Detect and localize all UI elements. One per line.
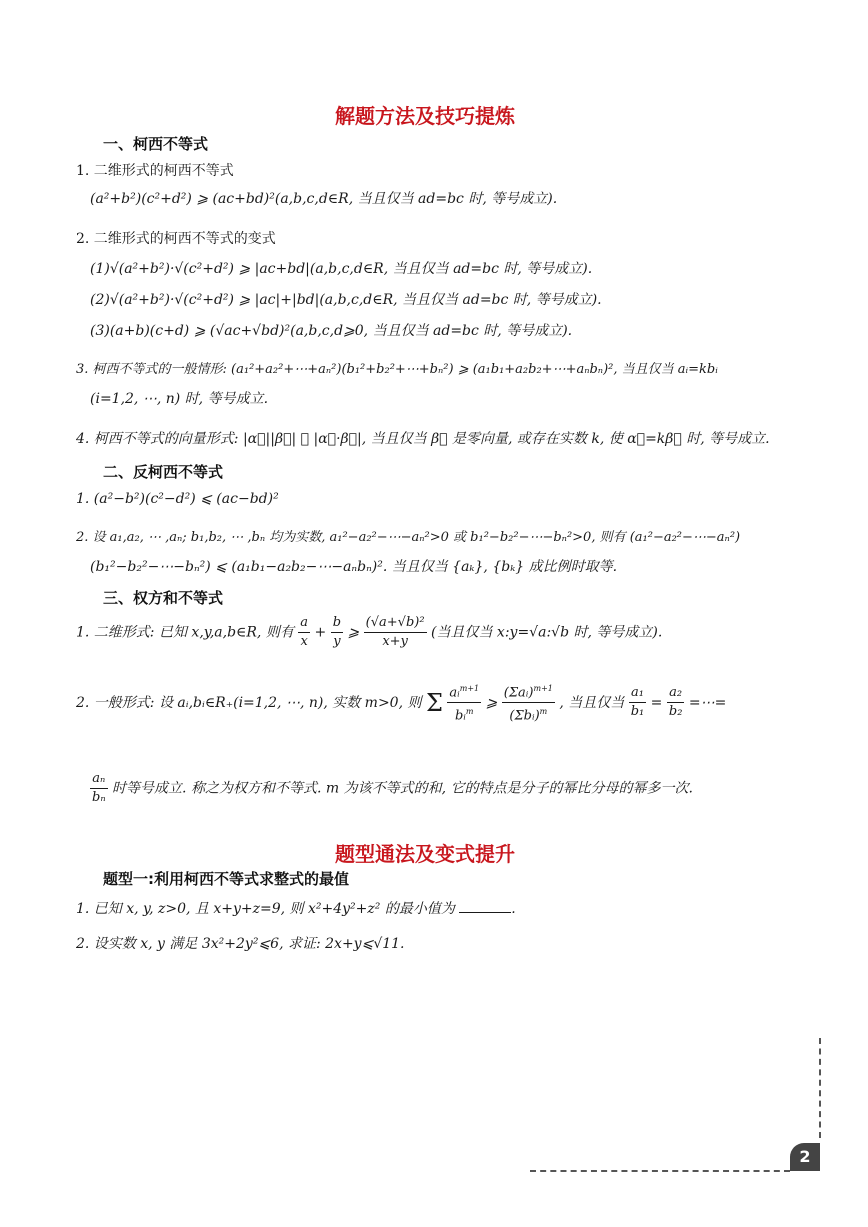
page-number: 2	[790, 1143, 820, 1171]
item-3-2: 2. 一般形式: 设 aᵢ,bᵢ∈R₊(i=1,2, ⋯, n), 实数 m>0, 则 Σ $\frac{aᵢ^{m+1}}{bᵢ^m}$ ⩾ $\frac{(\Sigma aᵢ)^{m+1}}{(\Sigma bᵢ)^m}$ , 当且仅当 $\frac{\text{a₁}}{\text{b₁}}$ = $\frac{\text{a₂}}{\text{b₂}}$ =⋯=	[76, 680, 726, 726]
question-2: 2. 设实数 x, y 满足 3x²+2y²⩽6, 求证: 2x+y⩽√11.	[76, 936, 405, 952]
item-1-2-variant-2: (2)√(a²+b²)·√(c²+d²) ⩾ |ac|+|bd|(a,b,c,d∈R, 当且仅当 ad=bc 时, 等号成立).	[90, 292, 602, 308]
item-1-2-head: 2. 二维形式的柯西不等式的变式	[76, 231, 276, 247]
sigma-symbol: Σ	[425, 688, 443, 717]
item-3-2-mid: , 当且仅当	[559, 694, 625, 711]
question-1	[76, 898, 516, 918]
fraction-a2-b2: $\frac{\text{a₂}}{\text{b₂}}$	[668, 685, 683, 720]
heading-power-sum: 三、权方和不等式	[103, 589, 224, 607]
fraction-a-over-x: $\frac{a}{x}$	[300, 615, 309, 649]
section-title-problems: 题型通法及变式提升	[335, 842, 515, 866]
item-3-2-pre: 2. 一般形式: 设 aᵢ,bᵢ∈R₊(i=1,2, ⋯, n), 实数 m>0, 则	[76, 694, 422, 711]
fraction-sum-a-over-sum-b: $\frac{(\Sigma aᵢ)^{m+1}}{(\Sigma bᵢ)^m}$	[502, 680, 555, 726]
answer-blank[interactable]	[459, 898, 511, 913]
item-1-1-formula: (a²+b²)(c²+d²) ⩾ (ac+bd)²(a,b,c,d∈R, 当且仅当 ad=bc 时, 等号成立).	[90, 191, 558, 207]
item-3-1: 1. 二维形式: 已知 x,y,a,b∈R, 则有 $\frac{a}{x}$ + $\frac{b}{y}$ ⩾ $\frac{\text{(√a+√b)²}}{x+y}$ (当且仅当 x:y=√a:√b 时, 等号成立).	[76, 615, 663, 649]
item-1-3-condition: (i=1,2, ⋯, n) 时, 等号成立.	[90, 391, 269, 407]
item-2-1: 1. (a²−b²)(c²−d²) ⩽ (ac−bd)²	[76, 491, 279, 507]
item-3-2-tail-text: 时等号成立. 称之为权方和不等式. m 为该不等式的和, 它的特点是分子的幂比分母的幂多一次.	[112, 780, 693, 797]
fraction-a-pow-b-pow: $\frac{aᵢ^{m+1}}{bᵢ^m}$	[447, 680, 481, 726]
question-1-text: 1. 已知 x, y, z>0, 且 x+y+z=9, 则 x²+4y²+z² 的最小值为	[76, 901, 455, 917]
item-1-2-variant-1: (1)√(a²+b²)·√(c²+d²) ⩾ |ac+bd|(a,b,c,d∈R, 当且仅当 ad=bc 时, 等号成立).	[90, 261, 593, 277]
item-1-1-head: 1. 二维形式的柯西不等式	[76, 163, 234, 179]
section-title-methods: 解题方法及技巧提炼	[335, 104, 515, 128]
heading-type-1: 题型一:利用柯西不等式求整式的最值	[103, 870, 350, 888]
item-1-4-vector: 4. 柯西不等式的向量形式: |α⃗||β⃗| ⩾ |α⃗·β⃗|, 当且仅当 β⃗ 是零向量, 或存在实数 k, 使 α⃗=kβ⃗ 时, 等号成立.	[76, 431, 770, 447]
fraction-b-over-y: $\frac{b}{y}$	[332, 615, 342, 649]
item-1-3-general: 3. 柯西不等式的一般情形: (a₁²+a₂²+⋯+aₙ²)(b₁²+b₂²+⋯+bₙ²) ⩾ (a₁b₁+a₂b₂+⋯+aₙbₙ)², 当且仅当 aᵢ=kbᵢ	[76, 362, 718, 377]
question-1-end: .	[511, 901, 516, 917]
dashed-divider-horizontal	[530, 1170, 790, 1172]
item-2-2-line1: 2. 设 a₁,a₂, ⋯ ,aₙ; b₁,b₂, ⋯ ,bₙ 均为实数, a₁²−a₂²−⋯−aₙ²>0 或 b₁²−b₂²−⋯−bₙ²>0, 则有 (a₁²−a₂²−⋯−aₙ²)	[76, 530, 741, 545]
item-3-2-tail	[90, 770, 693, 807]
item-3-2-end: =⋯=	[688, 694, 727, 711]
item-3-1-pre: 1. 二维形式: 已知 x,y,a,b∈R, 则有	[76, 624, 294, 641]
item-1-2-variant-3: (3)(a+b)(c+d) ⩾ (√ac+√bd)²(a,b,c,d⩾0, 当且仅当 ad=bc 时, 等号成立).	[90, 323, 573, 339]
heading-cauchy: 一、柯西不等式	[103, 135, 209, 153]
item-3-1-post: (当且仅当 x:y=√a:√b 时, 等号成立).	[431, 624, 663, 641]
heading-anti-cauchy: 二、反柯西不等式	[103, 463, 224, 481]
fraction-an-bn: $\frac{\text{aₙ}}{\text{bₙ}}$	[92, 771, 106, 805]
dashed-divider-vertical	[819, 1038, 821, 1138]
item-2-2-line2: (b₁²−b₂²−⋯−bₙ²) ⩽ (a₁b₁−a₂b₂−⋯−aₙbₙ)². 当且仅当 {aₖ}, {bₖ} 成比例时取等.	[90, 559, 618, 575]
fraction-sum-sqrt: $\frac{\text{(√a+√b)²}}{x+y}$	[365, 615, 425, 649]
fraction-a1-b1: $\frac{\text{a₁}}{\text{b₁}}$	[630, 685, 645, 720]
